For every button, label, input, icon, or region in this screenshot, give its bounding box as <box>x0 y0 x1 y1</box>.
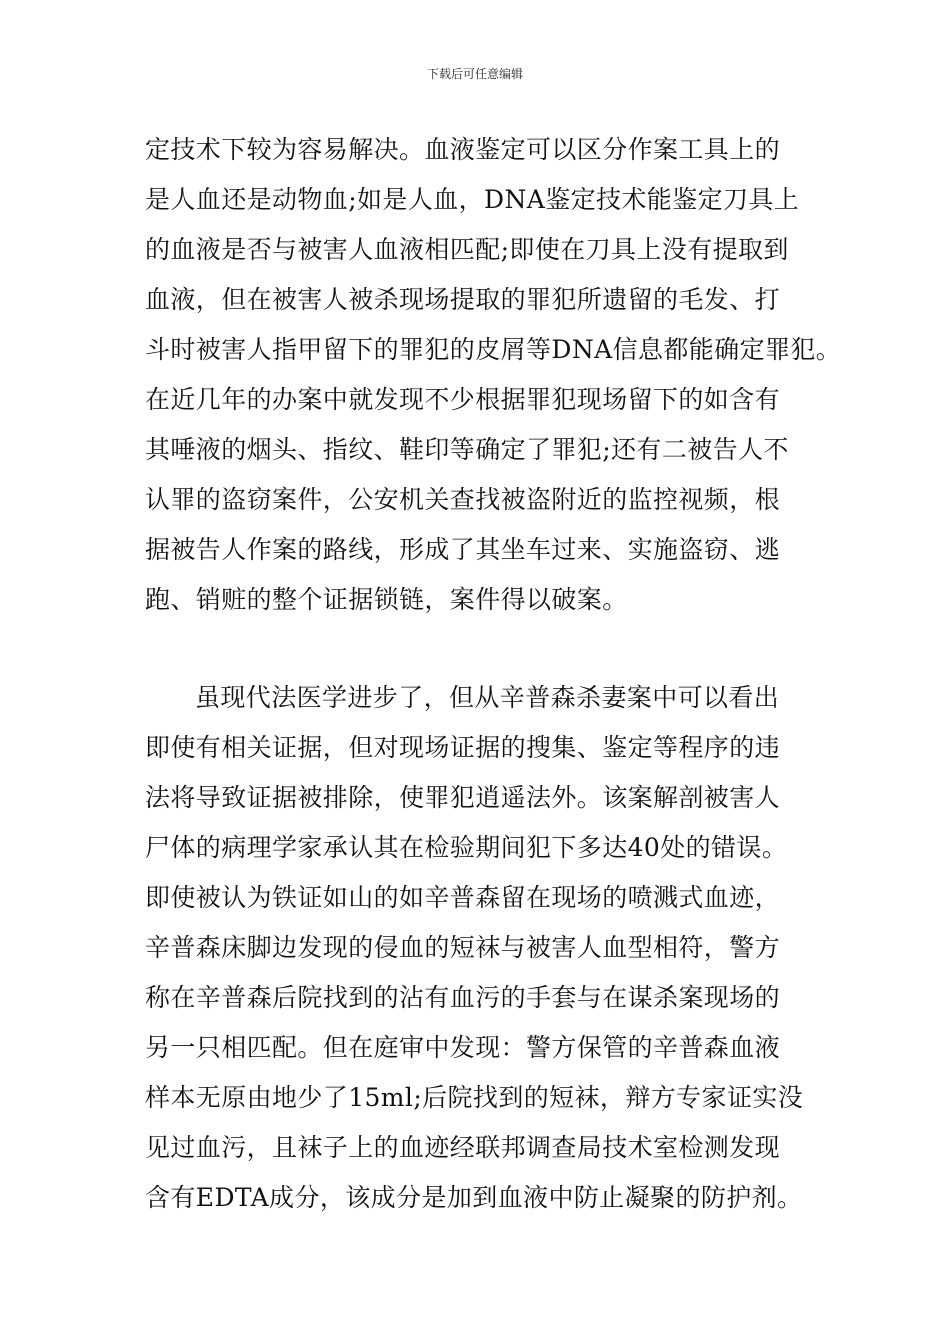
text-line: 是人血还是动物血;如是人血，DNA鉴定技术能鉴定刀具上 <box>145 185 800 214</box>
text-line: 其唾液的烟头、指纹、鞋印等确定了罪犯;还有二被告人不 <box>145 435 789 464</box>
text-line: 定技术下较为容易解决。血液鉴定可以区分作案工具上的 <box>145 135 781 164</box>
text-line: 即使有相关证据，但对现场证据的搜集、鉴定等程序的违 <box>145 733 781 762</box>
text-line: 即使被认为铁证如山的如辛普森留在现场的喷溅式血迹， <box>145 883 781 912</box>
text-line: 另一只相匹配。但在庭审中发现：警方保管的辛普森血液 <box>145 1033 781 1062</box>
text-line: 血液，但在被害人被杀现场提取的罪犯所遗留的毛发、打 <box>145 285 781 314</box>
text-line-indented: 虽现代法医学进步了，但从辛普森杀妻案中可以看出 <box>195 683 780 712</box>
text-line: 据被告人作案的路线，形成了其坐车过来、实施盗窃、逃 <box>145 535 781 564</box>
text-line: 样本无原由地少了15ml;后院找到的短袜，辩方专家证实没 <box>145 1083 804 1112</box>
text-line: 称在辛普森后院找到的沾有血污的手套与在谋杀案现场的 <box>145 983 781 1012</box>
paragraph-forensic-identification <box>145 125 842 625</box>
text-line: 含有EDTA成分，该成分是加到血液中防止凝聚的防护剂。 <box>145 1183 803 1212</box>
text-line: 认罪的盗窃案件，公安机关查找被盗附近的监控视频，根 <box>145 485 781 514</box>
page-header: 下载后可任意编辑 <box>426 67 523 81</box>
text-line: 辛普森床脚边发现的侵血的短袜与被害人血型相符，警方 <box>145 933 781 962</box>
text-line: 的血液是否与被害人血液相匹配;即使在刀具上没有提取到 <box>145 235 789 264</box>
text-line: 尸体的病理学家承认其在检验期间犯下多达40处的错误。 <box>145 833 788 862</box>
text-line: 在近几年的办案中就发现不少根据罪犯现场留下的如含有 <box>145 385 781 414</box>
text-line: 见过血污，且袜子上的血迹经联邦调查局技术室检测发现 <box>145 1133 781 1162</box>
text-line: 法将导致证据被排除，使罪犯逍遥法外。该案解剖被害人 <box>145 783 781 812</box>
paragraph-simpson-case <box>145 673 815 1223</box>
text-line: 跑、销赃的整个证据锁链，案件得以破案。 <box>145 585 628 614</box>
text-line: 斗时被害人指甲留下的罪犯的皮屑等DNA信息都能确定罪犯。 <box>145 335 842 364</box>
